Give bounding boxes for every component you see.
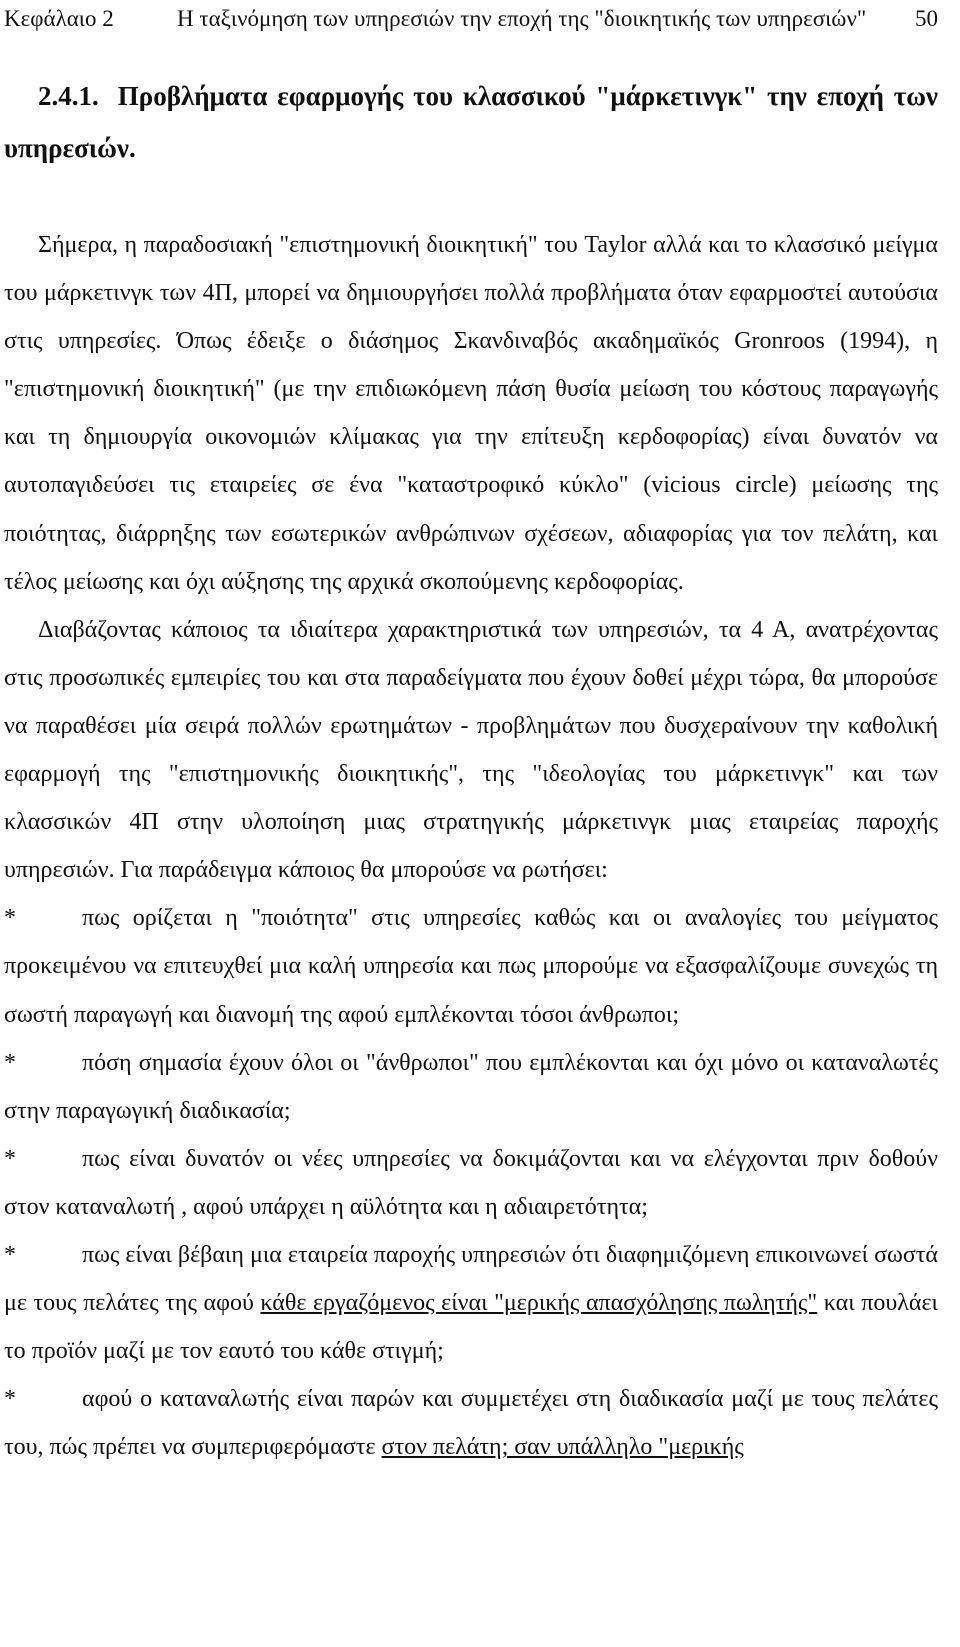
underlined-text: κάθε εργαζόμενος είναι "μερικής απασχόλησης πωλητής" bbox=[260, 1290, 818, 1317]
chapter-title: Η ταξινόμηση των υπηρεσιών την εποχή της "διοικητικής των υπηρεσιών" bbox=[177, 6, 867, 31]
bullet-marker: * bbox=[4, 1241, 16, 1268]
section-title: Προβλήματα εφαρμογής του κλασσικού "μάρκετινγκ" την εποχή των υπηρεσιών. bbox=[4, 81, 938, 163]
list-item-text: πως ορίζεται η "ποιότητα" στις υπηρεσίες καθώς και οι αναλογίες του μείγματος προκειμένου να επιτευχθεί μια καλή υπηρεσία και πως μπορούμε να εξασφαλίζουμε συνεχώς τη σωστή παραγωγή και διανομή της αφού εμπλέκονται τόσοι άνθρωποι; bbox=[4, 905, 938, 1028]
list-item-text: πόση σημασία έχουν όλοι οι "άνθρωποι" που εμπλέκονται και όχι μόνο οι καταναλωτές στην παραγωγική διαδικασία; bbox=[4, 1049, 938, 1124]
bullet-marker: * bbox=[4, 905, 16, 932]
body-text bbox=[4, 221, 938, 1471]
page-number: 50 bbox=[915, 6, 938, 31]
list-item-text: αφού ο καταναλωτής είναι παρών και συμμετέχει στη διαδικασία μαζί με τους πελάτες του, πώς πρέπει να συμπεριφερόμαστε bbox=[4, 1386, 938, 1461]
bullet-marker: * bbox=[4, 1145, 16, 1172]
bullet-marker: * bbox=[4, 1386, 16, 1413]
list-item-text: και πουλάει το προϊόν μαζί με τον εαυτό του κάθε στιγμή; bbox=[4, 1290, 939, 1365]
list-item-text: πως είναι βέβαιη μια εταιρεία παροχής υπηρεσιών ότι διαφημιζόμενη επικοινωνεί σωστά με τους πελάτες της αφού bbox=[4, 1241, 938, 1317]
paragraph: Σήμερα, η παραδοσιακή "επιστημονική διοικητική" του Taylor αλλά και το κλασσικό μείγμα του μάρκετινγκ των 4Π, μπορεί να δημιουργήσει πολλά προβλήματα όταν εφαρμοστεί αυτούσια στις υπηρεσίες. Όπως έδειξε ο διάσημος Σκανδιναβός ακαδημαϊκός Gronroos (1994), η "επιστημονική διοικητική" (με την επιδιωκόμενη πάση θυσία μείωση του κόστους παραγωγής και τη δημιουργία οικονομιών κλίμακας για την επίτευξη κερδοφορίας) είναι δυνατόν να αυτοπαγιδεύσει τις εταιρείες σε ένα "καταστροφικό κύκλο" (vicious circle) μείωσης της ποιότητας, διάρρηξης των εσωτερικών ανθρώπινων σχέσεων, αδιαφορίας για τον πελάτη, και τέλος μείωσης και όχι αύξησης της αρχικά σκοπούμενης κερδοφορίας. bbox=[4, 232, 938, 595]
list-item-text: πως είναι δυνατόν οι νέες υπηρεσίες να δοκιμάζονται και να ελέγχονται πριν δοθούν στον καταναλωτή , αφού υπάρχει η αϋλότητα και η αδιαιρετότητα; bbox=[4, 1145, 938, 1220]
section-heading bbox=[4, 70, 938, 174]
list-item bbox=[4, 1039, 938, 1135]
list-item bbox=[4, 894, 938, 1038]
list-item bbox=[4, 1375, 938, 1471]
section-number: 2.4.1. bbox=[38, 81, 99, 111]
list-item bbox=[4, 1231, 938, 1375]
paragraph: Διαβάζοντας κάποιος τα ιδιαίτερα χαρακτηριστικά των υπηρεσιών, τα 4 Α, ανατρέχοντας στις προσωπικές εμπειρίες του και στα παραδείγματα που έχουν δοθεί μέχρι τώρα, θα μπορούσε να παραθέσει μία σειρά πολλών ερωτημάτων - προβλημάτων που δυσχεραίνουν την καθολική εφαρμογή της "επιστημονικής διοικητικής", της "ιδεολογίας του μάρκετινγκ" και των κλασσικών 4Π στην υλοποίηση μιας στρατηγικής μάρκετινγκ μιας εταιρείας παροχής υπηρεσιών. Για παράδειγμα κάποιος θα μπορούσε να ρωτήσει: bbox=[4, 616, 938, 884]
underlined-text: στον πελάτη; σαν υπάλληλο "μερικής bbox=[381, 1434, 744, 1461]
list-item bbox=[4, 1135, 938, 1231]
chapter-label: Κεφάλαιο 2 bbox=[4, 6, 114, 31]
bullet-marker: * bbox=[4, 1049, 16, 1076]
